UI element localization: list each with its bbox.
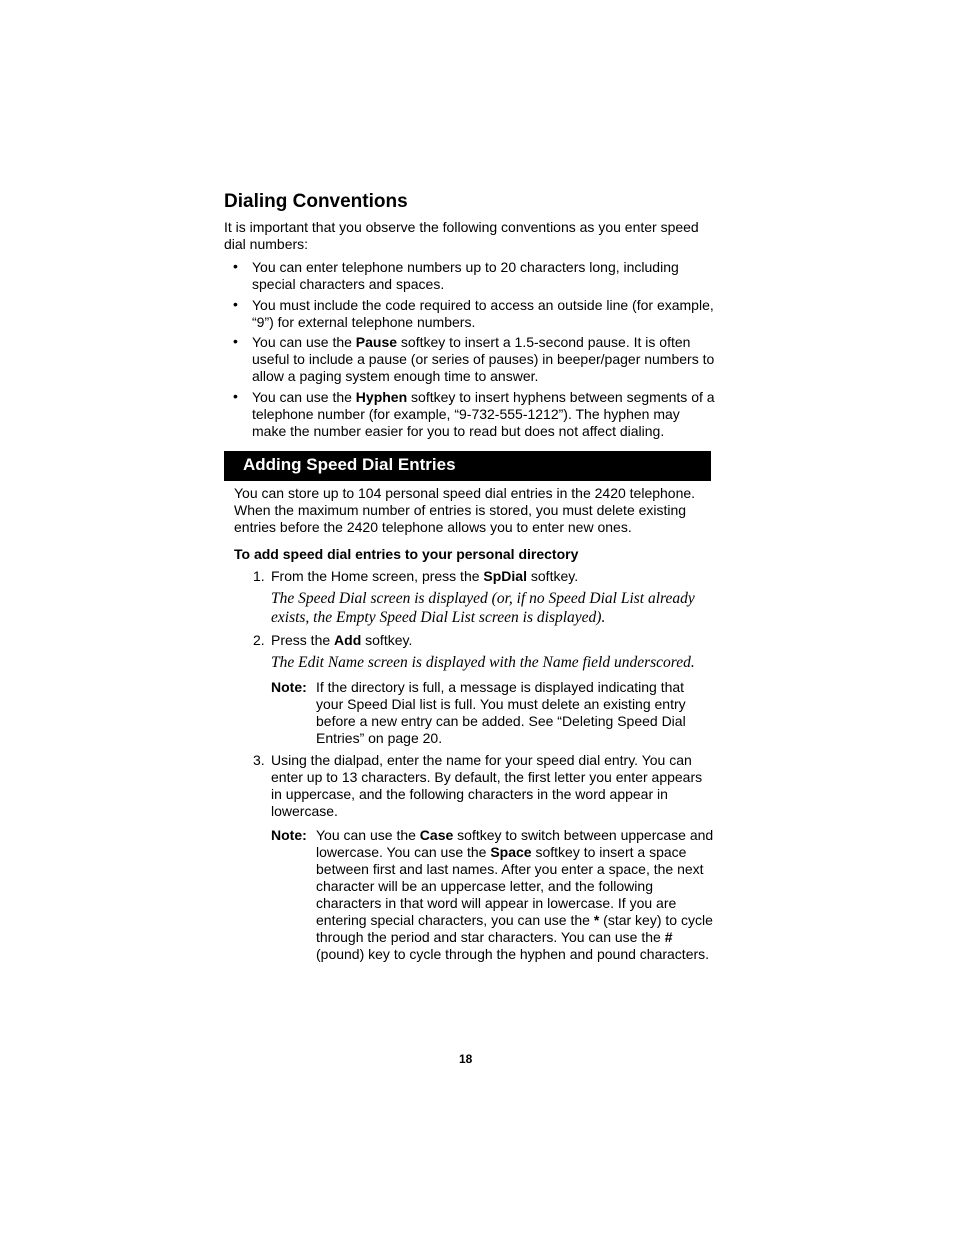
bullet-text: You must include the code required to access an outside line (for example, “9”) for external telephone numbers. bbox=[252, 297, 714, 330]
bullet-item bbox=[252, 259, 717, 293]
dialing-intro: It is important that you observe the following conventions as you enter speed dial numbers: bbox=[224, 219, 699, 252]
softkey-name-pause: Pause bbox=[355, 334, 398, 350]
note-fragment: softkey to insert a space between first and last names. After you enter a space, the next character will be an uppercase letter, and the following characters in that word will appear in lowercase. If you are entering special characters, you can use the bbox=[316, 844, 704, 928]
bullet-item bbox=[252, 297, 717, 331]
speed-dial-intro: You can store up to 104 personal speed dial entries in the 2420 telephone. When the maximum number of entries is stored, you must delete existing entries before the 2420 telephone allows you to enter new ones. bbox=[234, 485, 696, 535]
section-title-dialing-conventions: Dialing Conventions bbox=[224, 191, 408, 212]
note-fragment: (pound) key to cycle through the hyphen and pound characters. bbox=[316, 946, 710, 962]
step-number: 1. bbox=[253, 568, 265, 584]
step-number: 2. bbox=[253, 632, 265, 648]
procedure-heading: To add speed dial entries to your personal directory bbox=[234, 546, 579, 562]
step-instruction bbox=[271, 632, 716, 649]
page-number: 18 bbox=[459, 1052, 473, 1066]
step-number: 3. bbox=[253, 752, 265, 768]
bullet-marker: • bbox=[233, 258, 238, 274]
note-fragment: (star key) to cycle through the period and star characters. You can use the bbox=[316, 912, 713, 945]
step-result: The Edit Name screen is displayed with the Name field underscored. bbox=[271, 654, 695, 671]
bullet-text: You can enter telephone numbers up to 20 characters long, including special characters and spaces. bbox=[252, 259, 679, 292]
pound-key-symbol: # bbox=[664, 929, 673, 945]
step-text: softkey. bbox=[527, 568, 579, 584]
bullet-text: You can use the bbox=[252, 334, 356, 350]
softkey-name-add: Add bbox=[334, 632, 362, 648]
step-result: The Speed Dial screen is displayed (or, if no Speed Dial List already exists, the Empty Speed Dial List screen is displayed). bbox=[271, 590, 695, 626]
note-fragment: softkey to switch between uppercase and lowercase. You can use the bbox=[316, 827, 714, 860]
section-title-adding-speed-dial: Adding Speed Dial Entries bbox=[243, 455, 456, 474]
bullet-marker: • bbox=[233, 388, 238, 404]
bullet-marker: • bbox=[233, 333, 238, 349]
section-banner bbox=[224, 451, 711, 481]
bullet-item bbox=[252, 389, 717, 440]
softkey-name-case: Case bbox=[419, 827, 454, 843]
note-text bbox=[314, 827, 714, 963]
star-key-symbol: * bbox=[593, 912, 600, 928]
note-text bbox=[313, 679, 713, 747]
softkey-name-spdial: SpDial bbox=[483, 568, 527, 584]
bullet-item bbox=[252, 334, 717, 385]
step-text: softkey. bbox=[361, 632, 413, 648]
note-label: Note: bbox=[271, 679, 307, 695]
note-body: If the directory is full, a message is displayed indicating that your Speed Dial list is full. You must delete an existing entry before a new entry can be added. See “Deleting Speed Dial Entries” on page 20. bbox=[316, 679, 686, 746]
note-fragment: You can use the bbox=[316, 827, 420, 843]
step-text: From the Home screen, press the bbox=[271, 568, 484, 584]
note-body bbox=[314, 827, 714, 963]
bullet-text: You can use the bbox=[252, 389, 356, 405]
bullet-text: softkey to insert a 1.5-second pause. It is often useful to include a pause (or series of pauses) in beeper/pager numbers to allow a paging system enough time to answer. bbox=[252, 334, 715, 384]
step-instruction bbox=[271, 568, 716, 585]
softkey-name-hyphen: Hyphen bbox=[355, 389, 408, 405]
note-label: Note: bbox=[271, 827, 307, 843]
bullet-text: softkey to insert hyphens between segments of a telephone number (for example, “9-732-555-1212”). The hyphen may make the number easier for you to read but does not affect dialing. bbox=[252, 389, 715, 439]
step-text: Press the bbox=[271, 632, 335, 648]
bullet-marker: • bbox=[233, 296, 238, 312]
step-instruction: Using the dialpad, enter the name for your speed dial entry. You can enter up to 13 characters. By default, the first letter you enter appears in uppercase, and the following characters in the word appear in lowercase. bbox=[271, 752, 703, 819]
softkey-name-space: Space bbox=[490, 844, 532, 860]
